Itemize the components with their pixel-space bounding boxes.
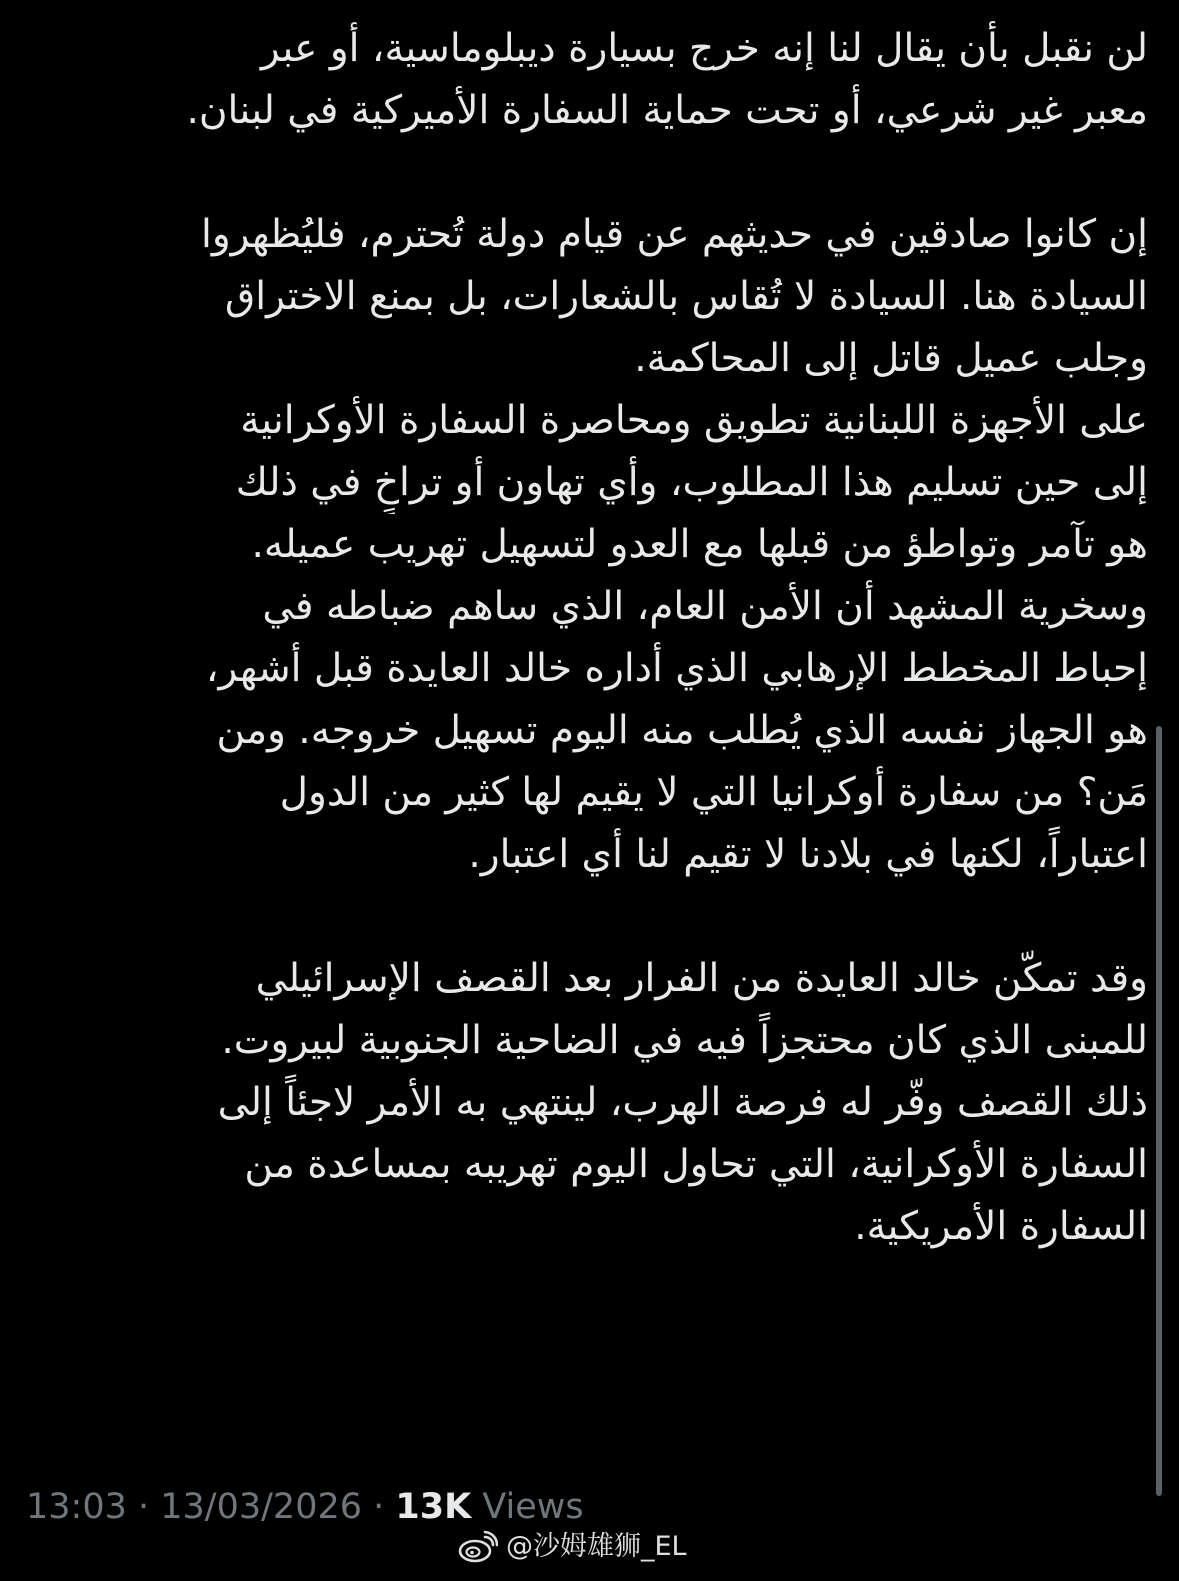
paragraph-gap — [26, 142, 1148, 204]
text-line: معبر غير شرعي، أو تحت حماية السفارة الأميركية في لبنان. — [186, 88, 1148, 133]
paragraph-3 — [26, 948, 1148, 1258]
text-line: هو الجهاز نفسه الذي يُطلب منه اليوم تسهيل خروجه. ومن — [216, 708, 1148, 753]
post-text — [26, 18, 1148, 1258]
text-line: إحباط المخطط الإرهابي الذي أداره خالد العايدة قبل أشهر، — [205, 646, 1148, 691]
text-line: ذلك القصف وفّر له فرصة الهرب، لينتهي به الأمر لاجئاً إلى — [217, 1080, 1148, 1125]
text-line: إلى حين تسليم هذا المطلوب، وأي تهاون أو تراخٍ في ذلك — [235, 460, 1148, 505]
scrollbar[interactable] — [1156, 726, 1162, 1496]
post-time[interactable]: 13:03 — [26, 1487, 127, 1527]
text-line: مَن؟ من سفارة أوكرانيا التي لا يقيم لها كثير من الدول — [279, 770, 1148, 815]
watermark-handle: @沙姆雄狮_EL — [506, 1531, 687, 1562]
views-label[interactable]: Views — [482, 1487, 584, 1527]
meta-separator: · — [362, 1487, 396, 1527]
text-line: لن نقبل بأن يقال لنا إنه خرج بسيارة ديبلوماسية، أو عبر — [260, 26, 1148, 71]
watermark — [458, 1527, 687, 1567]
text-line: وقد تمكّن خالد العايدة من الفرار بعد القصف الإسرائيلي — [255, 956, 1148, 1001]
text-line: اعتباراً، لكنها في بلادنا لا تقيم لنا أي اعتبار. — [468, 832, 1148, 877]
post-meta — [26, 1486, 584, 1528]
text-line: وجلب عميل قاتل إلى المحاكمة. — [634, 336, 1148, 381]
text-line: إن كانوا صادقين في حديثهم عن قيام دولة تُحترم، فليُظهروا — [200, 212, 1148, 257]
meta-separator: · — [126, 1487, 161, 1527]
weibo-icon — [458, 1530, 498, 1564]
text-line: السفارة الأمريكية. — [854, 1204, 1148, 1249]
text-line: السفارة الأوكرانية، التي تحاول اليوم تهريبه بمساعدة من — [244, 1142, 1148, 1187]
text-line: وسخرية المشهد أن الأمن العام، الذي ساهم ضباطه في — [262, 584, 1148, 629]
views-count[interactable]: 13K — [395, 1487, 472, 1527]
paragraph-2 — [26, 204, 1148, 886]
paragraph-1 — [26, 18, 1148, 142]
text-line: على الأجهزة اللبنانية تطويق ومحاصرة السفارة الأوكرانية — [240, 398, 1148, 443]
post-date[interactable]: 13/03/2026 — [160, 1487, 362, 1527]
paragraph-gap — [26, 886, 1148, 948]
text-line: للمبنى الذي كان محتجزاً فيه في الضاحية الجنوبية لبيروت. — [221, 1018, 1148, 1063]
text-line: السيادة هنا. السيادة لا تُقاس بالشعارات، بل بمنع الاختراق — [225, 274, 1148, 319]
text-line: هو تآمر وتواطؤ من قبلها مع العدو لتسهيل تهريب عميله. — [251, 522, 1148, 567]
